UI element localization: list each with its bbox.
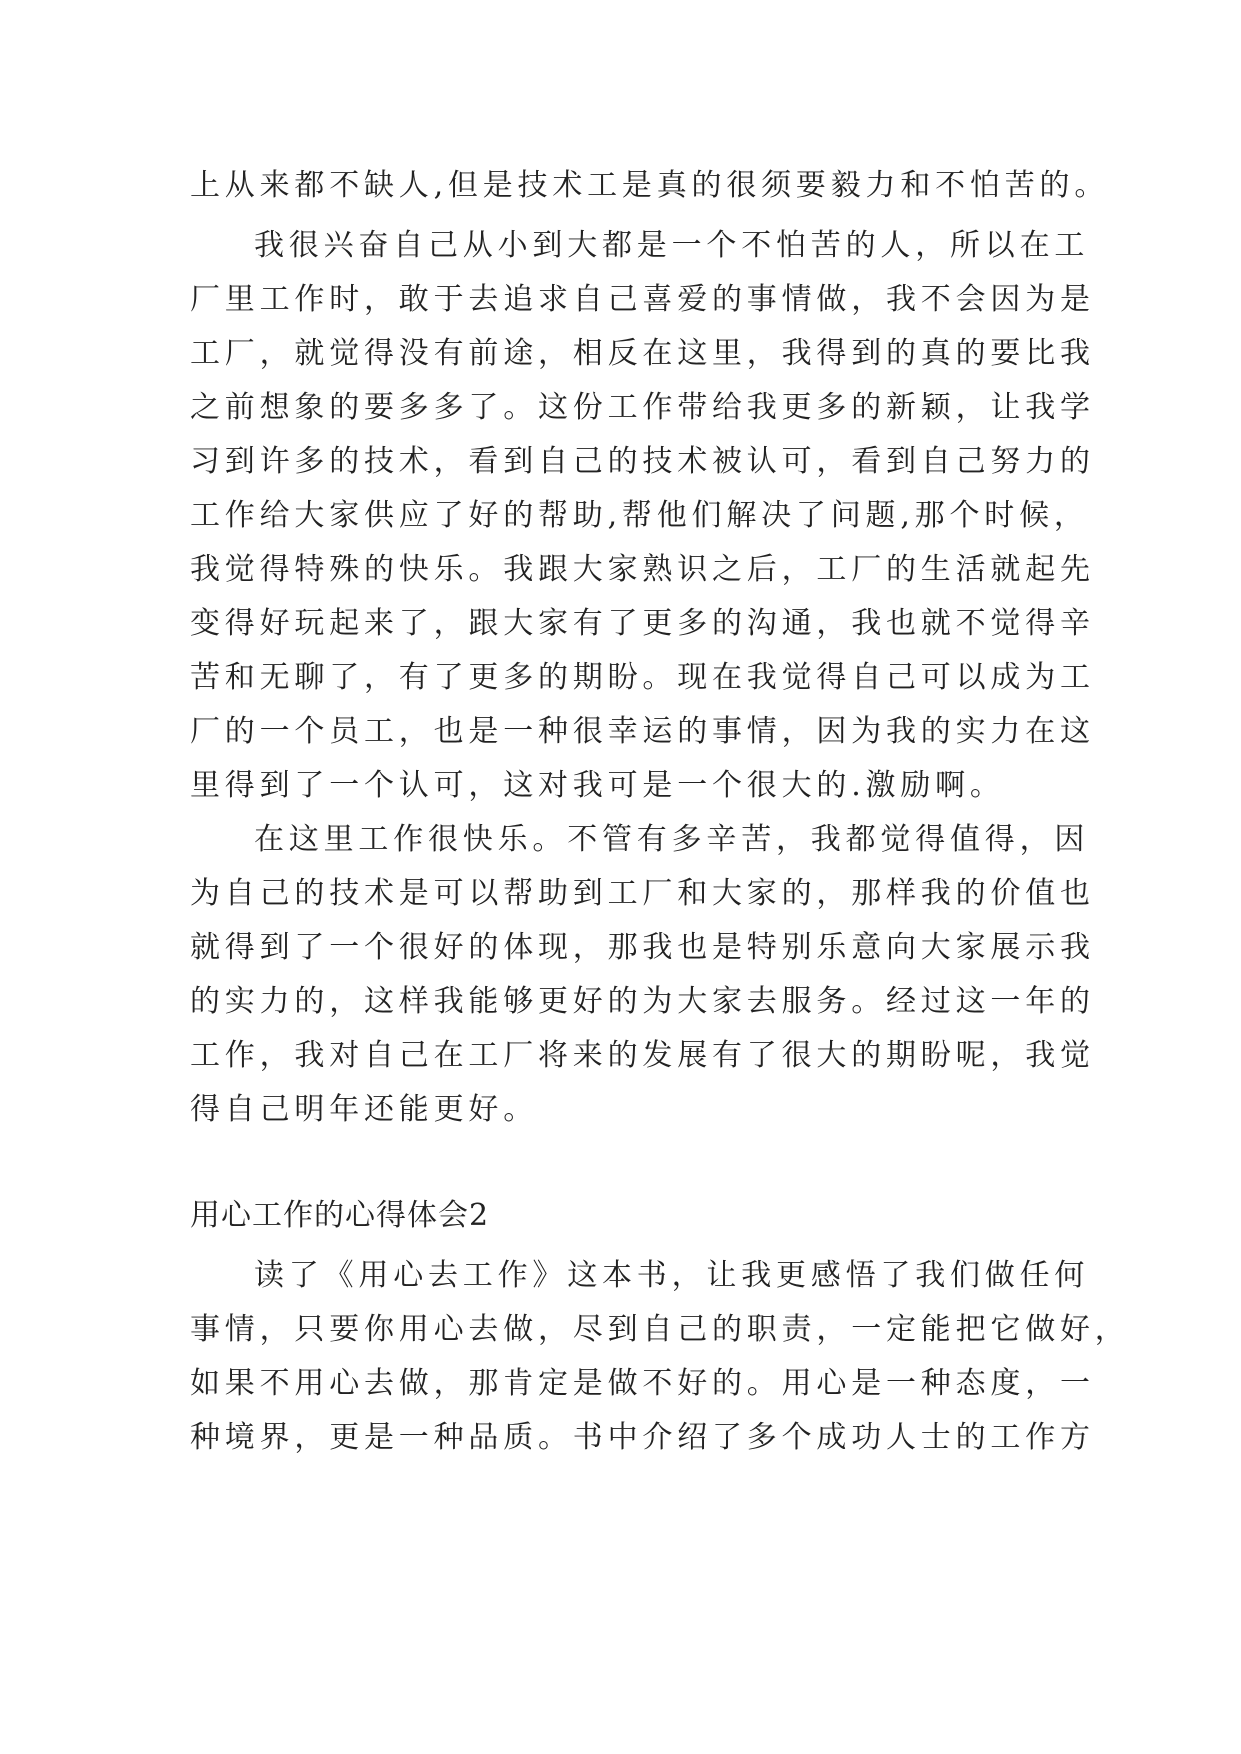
text-line: 种境界，更是一种品质。书中介绍了多个成功人士的工作方 (190, 1420, 1095, 1455)
text-line: 我觉得特殊的快乐。我跟大家熟识之后，工厂的生活就起先 (190, 552, 1095, 587)
text-line: 就得到了一个很好的体现，那我也是特别乐意向大家展示我 (190, 930, 1095, 965)
text-line: 如果不用心去做，那肯定是做不好的。用心是一种态度，一 (190, 1366, 1095, 1401)
text-line: 上从来都不缺人,但是技术工是真的很须要毅力和不怕苦的。 (190, 168, 1110, 203)
text-line: 为自己的技术是可以帮助到工厂和大家的，那样我的价值也 (190, 876, 1095, 911)
paragraph-first-line: 在这里工作很快乐。不管有多辛苦，我都觉得值得，因 (254, 822, 1090, 857)
text-line: 习到许多的技术，看到自己的技术被认可，看到自己努力的 (190, 444, 1095, 479)
text-line: 厂的一个员工，也是一种很幸运的事情，因为我的实力在这 (190, 714, 1095, 749)
text-line: 得自己明年还能更好。 (190, 1092, 538, 1127)
section-heading: 用心工作的心得体会2 (190, 1198, 490, 1233)
text-line: 变得好玩起来了，跟大家有了更多的沟通，我也就不觉得辛 (190, 606, 1095, 641)
text-line: 工厂，就觉得没有前途，相反在这里，我得到的真的要比我 (190, 336, 1095, 371)
paragraph-first-line: 我很兴奋自己从小到大都是一个不怕苦的人，所以在工 (254, 228, 1090, 263)
text-line: 工作，我对自己在工厂将来的发展有了很大的期盼呢，我觉 (190, 1038, 1095, 1073)
text-line: 事情，只要你用心去做，尽到自己的职责，一定能把它做好， (190, 1312, 1130, 1347)
text-line: 厂里工作时，敢于去追求自己喜爱的事情做，我不会因为是 (190, 282, 1095, 317)
text-line: 的实力的，这样我能够更好的为大家去服务。经过这一年的 (190, 984, 1095, 1019)
paragraph-first-line: 读了《用心去工作》这本书，让我更感悟了我们做任何 (254, 1258, 1090, 1293)
text-line: 之前想象的要多多了。这份工作带给我更多的新颖，让我学 (190, 390, 1095, 425)
text-line: 苦和无聊了，有了更多的期盼。现在我觉得自己可以成为工 (190, 660, 1095, 695)
text-line: 里得到了一个认可，这对我可是一个很大的.激励啊。 (190, 768, 1005, 803)
text-line: 工作给大家供应了好的帮助,帮他们解决了问题,那个时候， (190, 498, 1089, 533)
